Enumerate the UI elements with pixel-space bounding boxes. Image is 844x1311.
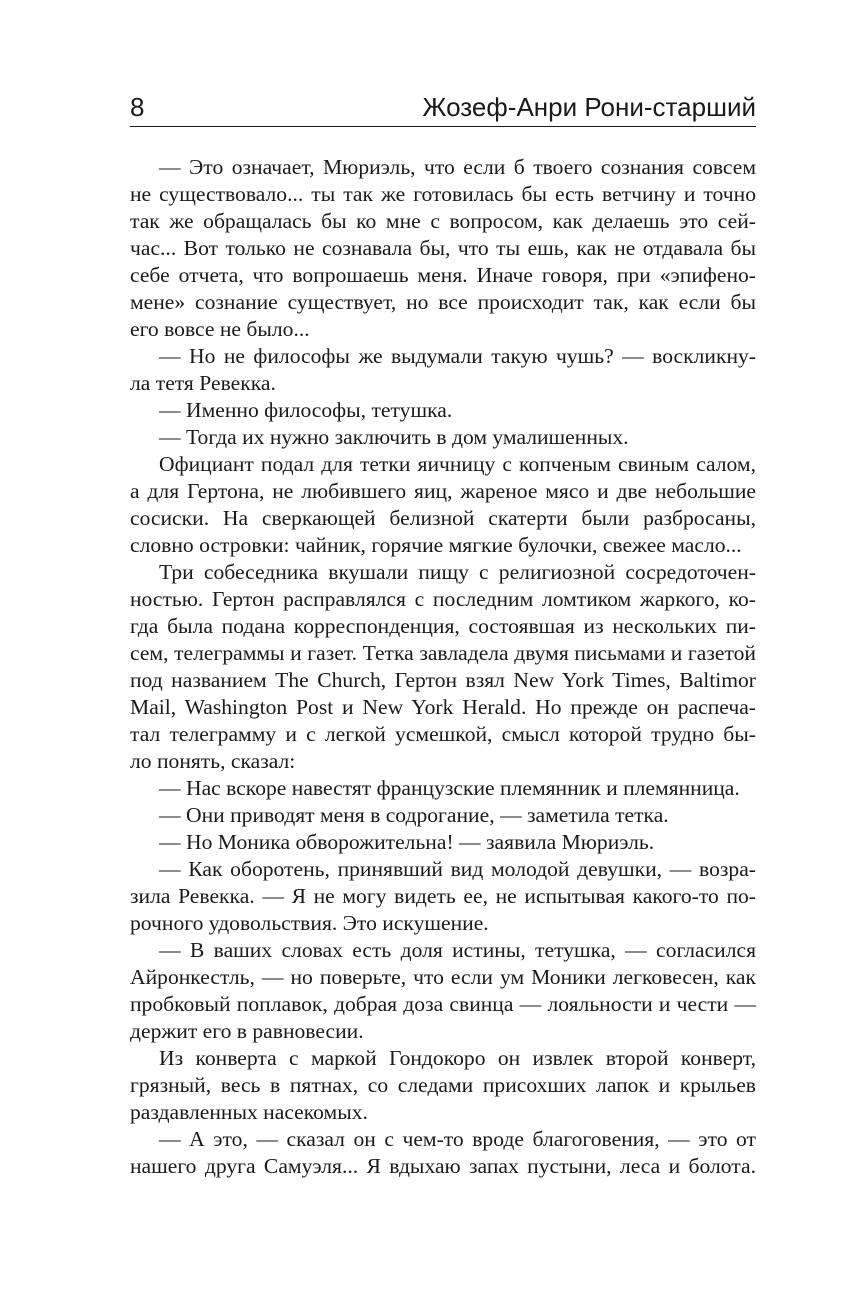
text-line: Официант подал для тетки яичницу с копченым свиным салом,: [159, 452, 756, 476]
text-line: грязный, весь в пятнах, со следами присохших лапок и крыльев: [130, 1073, 756, 1097]
page-number: 8: [130, 92, 145, 122]
text-line: мене» сознание существует, но все происходит так, как если бы: [130, 290, 756, 314]
paragraph: [130, 343, 756, 397]
text-line: тал телеграмму и с легкой усмешкой, смысл которой трудно бы-: [130, 722, 756, 746]
text-line: сем, телеграммы и газет. Тетка завладела двумя письмами и газетой: [130, 641, 756, 665]
text-line: раздавленных насекомых.: [130, 1100, 368, 1124]
text-line: — А это, — сказал он с чем-то вроде благоговения, — это от: [159, 1127, 756, 1151]
text-line: Mail, Washington Post и New York Herald. Но прежде он распеча-: [130, 695, 756, 719]
text-line: — Нас вскоре навестят французские племянник и племянница.: [159, 776, 740, 800]
paragraph: [130, 937, 756, 1045]
paragraph: [130, 424, 756, 451]
body-text: [130, 154, 756, 1180]
text-line: — В ваших словах есть доля истины, тетушка, — согласился: [159, 938, 756, 962]
text-line: Три собеседника вкушали пищу с религиозной сосредоточен-: [159, 560, 756, 584]
paragraph: [130, 451, 756, 559]
paragraph: [130, 802, 756, 829]
text-line: не существовало... ты так же готовилась бы есть ветчину и точно: [130, 182, 756, 206]
text-line: — Они приводят меня в содрогание, — заметила тетка.: [159, 803, 669, 827]
text-line: — Это означает, Мюриэль, что если б твоего сознания совсем: [159, 155, 756, 179]
paragraph: [130, 1045, 756, 1126]
text-line: час... Вот только не сознавала бы, что ты ешь, как не отдавала бы: [130, 236, 756, 260]
paragraph: [130, 775, 756, 802]
paragraph: [130, 559, 756, 775]
text-line: Айронкестль, — но поверьте, что если ум Моники легковесен, как: [130, 965, 756, 989]
text-line: так же обращалась бы ко мне с вопросом, как делаешь это сей-: [130, 209, 756, 233]
text-line: — Именно философы, тетушка.: [159, 398, 453, 422]
text-line: себе отчета, что вопрошаешь меня. Иначе говоря, при «эпифено-: [130, 263, 756, 287]
text-line: ло понять, сказал:: [130, 749, 296, 773]
text-line: нашего друга Самуэля... Я вдыхаю запах пустыни, леса и болота.: [130, 1154, 756, 1178]
text-line: держит его в равновесии.: [130, 1019, 364, 1043]
text-line: зила Ревекка. — Я не могу видеть ее, не испытывая какого-то по-: [130, 884, 756, 908]
paragraph: [130, 856, 756, 937]
text-line: — Как оборотень, принявший вид молодой девушки, — возра-: [159, 857, 756, 881]
text-line: — Но не философы же выдумали такую чушь? — воскликну-: [159, 344, 756, 368]
text-line: — Тогда их нужно заключить в дом умалишенных.: [159, 425, 629, 449]
text-line: ностью. Гертон расправлялся с последним ломтиком жаркого, ко-: [130, 587, 756, 611]
text-line: сосиски. На сверкающей белизной скатерти были разбросаны,: [130, 506, 756, 530]
text-line: Из конверта с маркой Гондокоро он извлек второй конверт,: [159, 1046, 756, 1070]
running-head: Жозеф-Анри Рони-старший: [422, 92, 756, 122]
paragraph: [130, 154, 756, 343]
text-line: гда была подана корреспонденция, состоявшая из нескольких пи-: [130, 614, 756, 638]
text-line: словно островки: чайник, горячие мягкие булочки, свежее масло...: [130, 533, 742, 557]
text-line: — Но Моника обворожительна! — заявила Мюриэль.: [159, 830, 655, 854]
paragraph: [130, 829, 756, 856]
text-line: а для Гертона, не любившего яиц, жареное мясо и две небольшие: [130, 479, 756, 503]
paragraph: [130, 397, 756, 424]
text-line: под названием The Church, Гертон взял New York Times, Baltimor: [130, 668, 756, 692]
paragraph: [130, 1126, 756, 1180]
text-line: его вовсе не было...: [130, 317, 310, 341]
page-header: [130, 92, 756, 127]
text-line: пробковый поплавок, добрая доза свинца — лояльности и чести —: [130, 992, 756, 1016]
text-line: ла тетя Ревекка.: [130, 371, 276, 395]
text-line: рочного удовольствия. Это искушение.: [130, 911, 489, 935]
